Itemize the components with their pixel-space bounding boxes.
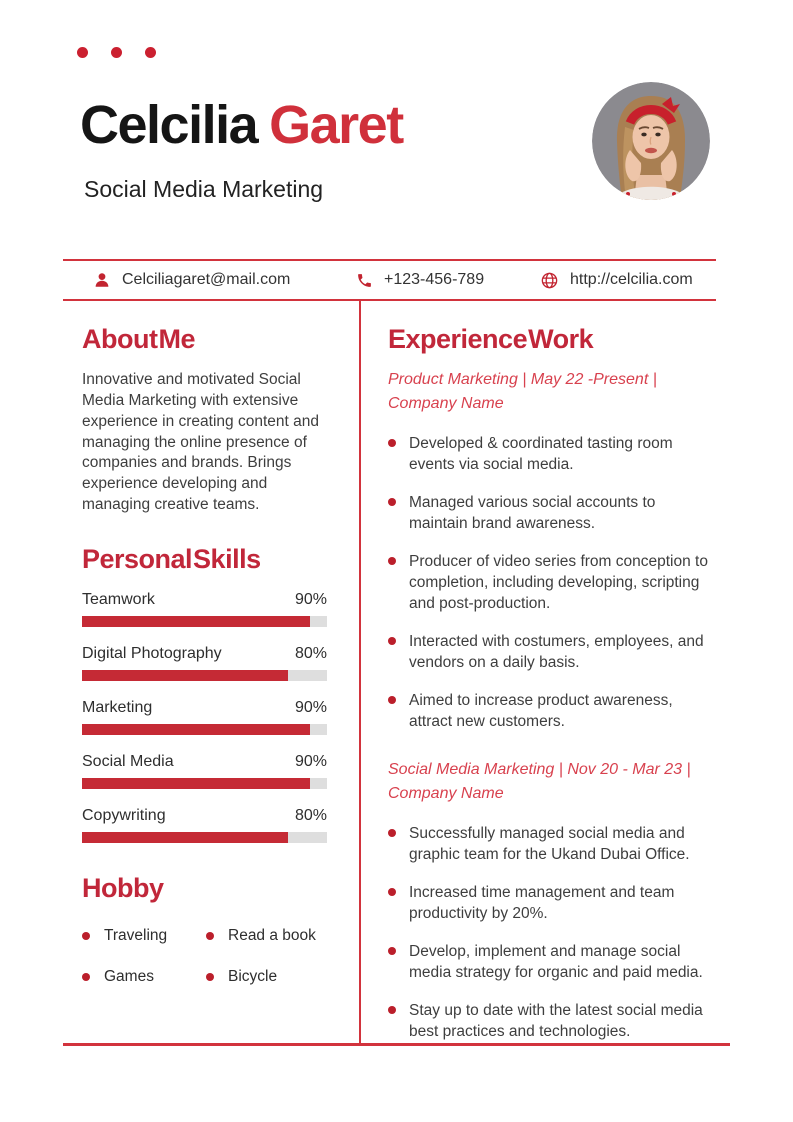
portrait-illustration	[592, 82, 710, 200]
job-bullet-text: Producer of video series from conception to completion, including developing, scripting and post-production.	[409, 553, 708, 612]
skill-percent: 80%	[294, 807, 327, 825]
hobby-label: Read a book	[228, 927, 316, 945]
skill-bar-fill	[82, 832, 288, 843]
hobby-item	[206, 927, 327, 945]
dot-icon	[145, 47, 156, 58]
bullet-dot-icon	[388, 696, 396, 704]
skill-item	[82, 807, 327, 843]
hobby-label: Bicycle	[228, 968, 278, 986]
bullet-dot-icon	[82, 973, 90, 981]
skill-bar-fill	[82, 670, 288, 681]
globe-icon	[540, 271, 559, 290]
bullet-dot-icon	[206, 932, 214, 940]
job-bullet	[388, 552, 720, 615]
skill-label: Copywriting	[82, 807, 166, 825]
skill-bar-fill	[82, 778, 310, 789]
contact-email	[93, 261, 290, 299]
bullet-dot-icon	[388, 829, 396, 837]
skill-percent: 90%	[294, 699, 327, 717]
bullet-dot-icon	[388, 888, 396, 896]
skills-list	[82, 591, 327, 843]
job-bullet-text: Managed various social accounts to maintain brand awareness.	[409, 494, 656, 533]
decorative-dots	[77, 47, 156, 58]
experience-heading: Experience Work	[388, 324, 594, 354]
name-first: Celcilia	[80, 95, 258, 155]
phone-icon	[356, 272, 373, 289]
job-bullet-text: Develop, implement and manage social media strategy for organic and paid media.	[409, 943, 703, 982]
about-heading: About Me	[82, 324, 195, 354]
skill-bar-track	[82, 670, 327, 681]
skill-label: Teamwork	[82, 591, 155, 609]
job-title: Social Media Marketing | Nov 20 - Mar 23 | Company Name	[388, 761, 691, 803]
job-bullet	[388, 824, 720, 866]
contact-phone-value: +123-456-789	[384, 271, 485, 288]
job-title: Product Marketing | May 22 -Present | Company Name	[388, 371, 657, 413]
job-bullet-list	[388, 434, 720, 732]
hobby-list	[82, 927, 327, 986]
hobby-heading: Hobby	[82, 873, 164, 904]
job-bullet-list	[388, 824, 720, 1042]
page-title	[80, 96, 403, 155]
job-bullet	[388, 942, 720, 984]
skills-heading: Personal Skills	[82, 543, 261, 574]
job-bullet-text: Stay up to date with the latest social media best practices and technologies.	[409, 1002, 703, 1040]
dot-icon	[77, 47, 88, 58]
job-bullet	[388, 883, 720, 925]
skill-bar-fill	[82, 724, 310, 735]
hobby-item	[82, 968, 206, 986]
skill-item	[82, 645, 327, 681]
contact-website-value: http://celcilia.com	[570, 271, 693, 288]
name-last: Garet	[269, 95, 403, 155]
contact-phone	[356, 261, 484, 299]
profile-photo	[592, 82, 710, 200]
bullet-dot-icon	[388, 637, 396, 645]
bullet-dot-icon	[388, 947, 396, 955]
skill-bar-track	[82, 616, 327, 627]
hobby-item	[82, 927, 206, 945]
contact-website	[540, 261, 693, 299]
left-column	[82, 325, 327, 986]
job-bullet-text: Aimed to increase product awareness, attract new customers.	[409, 691, 673, 730]
bullet-dot-icon	[206, 973, 214, 981]
person-icon	[93, 271, 111, 289]
skill-item	[82, 699, 327, 735]
hobby-item	[206, 968, 327, 986]
job-bullet	[388, 434, 720, 476]
skill-label: Digital Photography	[82, 645, 222, 663]
skill-bar-fill	[82, 616, 310, 627]
skill-percent: 90%	[294, 753, 327, 771]
right-column	[388, 325, 720, 1060]
skill-percent: 90%	[294, 591, 327, 609]
job-bullet	[388, 1001, 720, 1043]
contact-bar	[63, 259, 716, 301]
bullet-dot-icon	[388, 1006, 396, 1014]
skill-item	[82, 753, 327, 789]
job-bullet-text: Interacted with costumers, employees, and vendors on a daily basis.	[409, 632, 704, 671]
job-bullet	[388, 493, 720, 535]
skill-label: Marketing	[82, 699, 153, 717]
contact-email-value: Celciliagaret@mail.com	[122, 271, 291, 288]
bullet-dot-icon	[388, 498, 396, 506]
job-bullet	[388, 632, 720, 674]
about-text: Innovative and motivated Social Media Marketing with extensive experience in creating content and managing the online presence of companies and brands. Brings experience developing and managing creative teams.	[82, 371, 319, 513]
job-bullet-text: Increased time management and team productivity by 20%.	[409, 884, 675, 923]
bullet-dot-icon	[388, 439, 396, 447]
skill-bar-track	[82, 778, 327, 789]
skill-bar-track	[82, 724, 327, 735]
job-bullet-text: Successfully managed social media and graphic team for the Ukand Dubai Office.	[409, 825, 690, 864]
skill-bar-track	[82, 832, 327, 843]
bullet-dot-icon	[388, 557, 396, 565]
column-divider	[359, 301, 361, 1044]
job-subtitle: Social Media Marketing	[84, 176, 324, 202]
job-bullet	[388, 691, 720, 733]
skill-percent: 80%	[294, 645, 327, 663]
dot-icon	[111, 47, 122, 58]
hobby-label: Games	[104, 968, 154, 986]
hobby-label: Traveling	[104, 927, 168, 945]
skill-item	[82, 591, 327, 627]
job-bullet-text: Developed & coordinated tasting room events via social media.	[409, 435, 673, 474]
bullet-dot-icon	[82, 932, 90, 940]
skill-label: Social Media	[82, 753, 174, 771]
